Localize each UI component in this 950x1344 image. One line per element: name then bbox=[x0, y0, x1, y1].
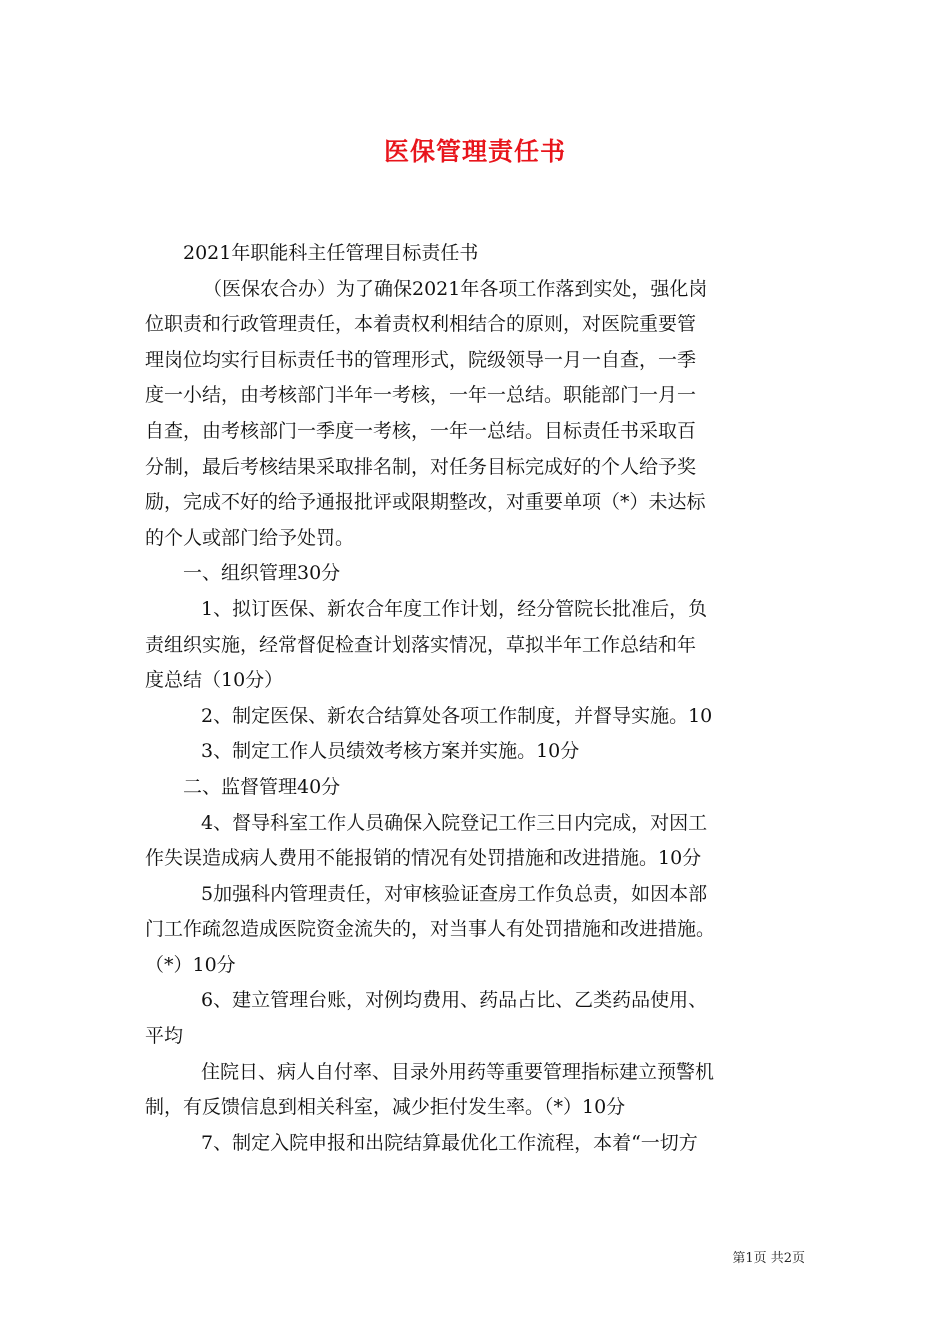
paragraph-line: 平均 bbox=[145, 1025, 184, 1048]
paragraph-line: 2、制定医保、新农合结算处各项工作制度，并督导实施。10 bbox=[201, 704, 713, 727]
paragraph-line: 6、建立管理台账，对例均费用、药品占比、乙类药品使用、 bbox=[201, 989, 708, 1012]
paragraph-line: 3、制定工作人员绩效考核方案并实施。10分 bbox=[201, 740, 580, 763]
paragraph-line: （*）10分 bbox=[145, 953, 236, 976]
subtitle-line: 2021年职能科主任管理目标责任书 bbox=[183, 242, 479, 264]
paragraph-line: 责组织实施，经常督促检查计划落实情况，草拟半年工作总结和年 bbox=[145, 633, 697, 656]
paragraph-line: 位职责和行政管理责任，本着责权利相结合的原则，对医院重要管 bbox=[145, 313, 697, 336]
paragraph-line: 5加强科内管理责任，对审核验证查房工作负总责，如因本部 bbox=[201, 882, 708, 905]
paragraph-line: 1、拟订医保、新农合年度工作计划，经分管院长批准后，负 bbox=[201, 597, 708, 620]
section-heading: 一、组织管理30分 bbox=[183, 562, 341, 585]
section-heading: 二、监督管理40分 bbox=[183, 775, 341, 798]
paragraph-line: 住院日、病人自付率、目录外用药等重要管理指标建立预警机 bbox=[201, 1060, 715, 1083]
paragraph-line: 理岗位均实行目标责任书的管理形式，院级领导一月一自查，一季 bbox=[145, 348, 697, 371]
document-body bbox=[145, 236, 825, 1161]
paragraph-line: 制，有反馈信息到相关科室，减少拒付发生率。（*）10分 bbox=[145, 1096, 626, 1119]
paragraph-line: 的个人或部门给予处罚。 bbox=[145, 526, 355, 549]
paragraph-line: （医保农合办）为了确保2021年各项工作落到实处，强化岗 bbox=[203, 277, 708, 300]
paragraph-line: 4、督导科室工作人员确保入院登记工作三日内完成，对因工 bbox=[201, 811, 708, 834]
paragraph-line: 度一小结，由考核部门半年一考核，一年一总结。职能部门一月一 bbox=[145, 384, 697, 407]
document-title: 医保管理责任书 bbox=[383, 137, 566, 166]
paragraph-line: 分制，最后考核结果采取排名制，对任务目标完成好的个人给予奖 bbox=[145, 455, 697, 478]
page-number: 第1页 共2页 bbox=[732, 1251, 805, 1266]
paragraph-line: 门工作疏忽造成医院资金流失的，对当事人有处罚措施和改进措施。 bbox=[145, 918, 716, 941]
paragraph-line: 自查，由考核部门一季度一考核，一年一总结。目标责任书采取百 bbox=[145, 419, 697, 442]
paragraph-line: 7、制定入院申报和出院结算最优化工作流程，本着“一切方 bbox=[201, 1131, 698, 1154]
paragraph-line: 作失误造成病人费用不能报销的情况有处罚措施和改进措施。10分 bbox=[145, 847, 702, 870]
paragraph-line: 励，完成不好的给予通报批评或限期整改，对重要单项（*）未达标 bbox=[145, 491, 706, 514]
paragraph-line: 度总结（10分） bbox=[145, 669, 284, 692]
